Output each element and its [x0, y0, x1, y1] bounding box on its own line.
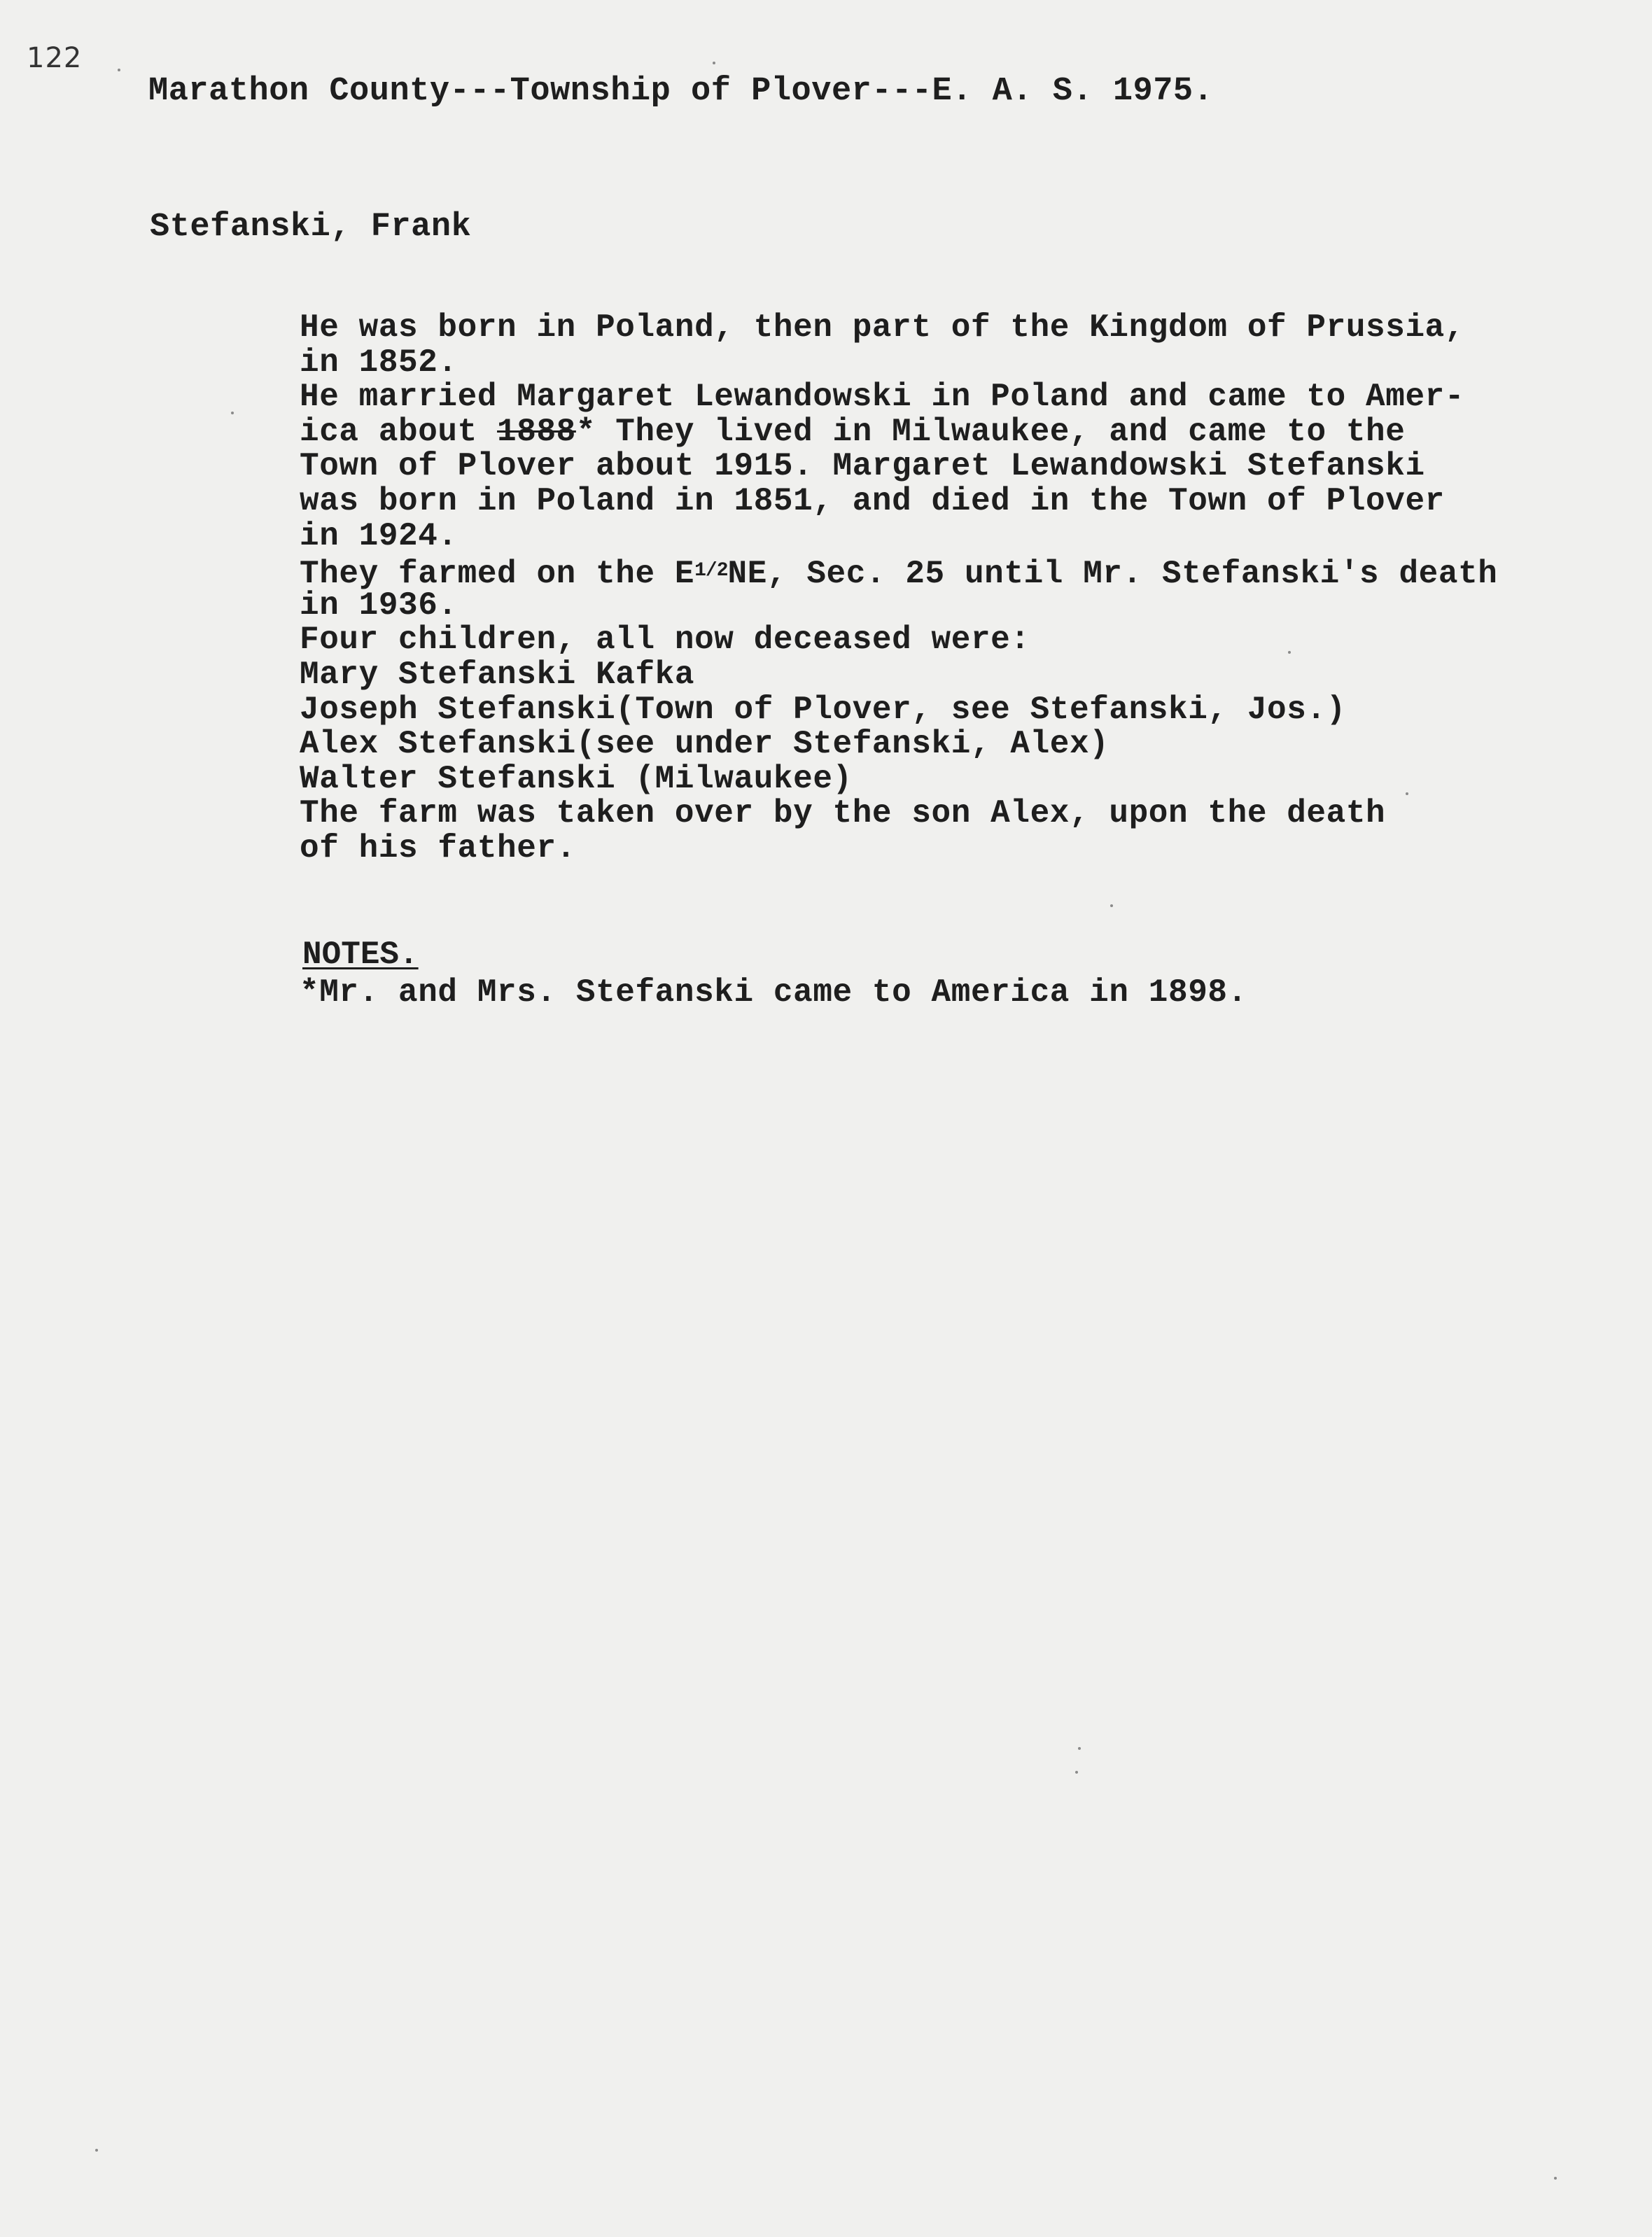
child-mary: Mary Stefanski Kafka: [300, 656, 695, 693]
notes-heading: NOTES.: [302, 937, 419, 973]
body-line-16: of his father.: [300, 829, 576, 867]
page-number: 122: [27, 42, 83, 74]
body-line-10: Four children, all now deceased were:: [300, 622, 1030, 659]
body-line-7: in 1924.: [300, 517, 458, 554]
paper-speck: [1288, 651, 1291, 654]
body-line-2: in 1852.: [300, 344, 458, 381]
paper-speck: [95, 2149, 98, 2152]
body-line-1: He was born in Poland, then part of the Kingdom of Prussia,: [300, 309, 1465, 346]
paper-speck: [1554, 2177, 1557, 2180]
body-line-4-end: * They lived in Milwaukee, and came to the: [575, 413, 1406, 450]
subject-name: Stefanski, Frank: [150, 209, 472, 246]
paper-speck: [1078, 1747, 1081, 1750]
notes-text: *Mr. and Mrs. Stefanski came to America in 1898.: [300, 974, 1247, 1011]
body-line-6: was born in Poland in 1851, and died in the Town of Plover: [300, 482, 1445, 519]
child-joseph: Joseph Stefanski(Town of Plover, see Stefanski, Jos.): [300, 691, 1346, 728]
fraction-half: 1/2: [694, 560, 728, 582]
body-line-3: He married Margaret Lewandowski in Poland and came to Amer-: [300, 379, 1465, 416]
document-header: Marathon County---Township of Plover---E. A. S. 1975.: [148, 73, 1214, 110]
body-line-4-start: ica about: [300, 413, 498, 450]
paper-speck: [118, 69, 120, 71]
paper-speck: [231, 412, 234, 414]
biography-text: [300, 311, 1616, 867]
body-line-4: [300, 415, 1616, 450]
struck-out-year: 1888: [497, 413, 576, 450]
paper-speck: [1110, 904, 1113, 907]
body-line-5: Town of Plover about 1915. Margaret Lewandowski Stefanski: [300, 448, 1425, 485]
body-line-8: [300, 554, 1616, 593]
body-line-9: in 1936.: [300, 587, 458, 624]
paper-speck: [1406, 792, 1408, 795]
paper-speck: [713, 62, 715, 64]
paper-speck: [1075, 1771, 1078, 1774]
body-line-15: The farm was taken over by the son Alex, upon the death: [300, 795, 1386, 832]
child-walter: Walter Stefanski (Milwaukee): [300, 760, 853, 797]
body-line-8-start: They farmed on the E: [300, 556, 695, 593]
body-line-8-end: NE, Sec. 25 until Mr. Stefanski's death: [727, 556, 1498, 593]
child-alex: Alex Stefanski(see under Stefanski, Alex): [300, 726, 1110, 763]
